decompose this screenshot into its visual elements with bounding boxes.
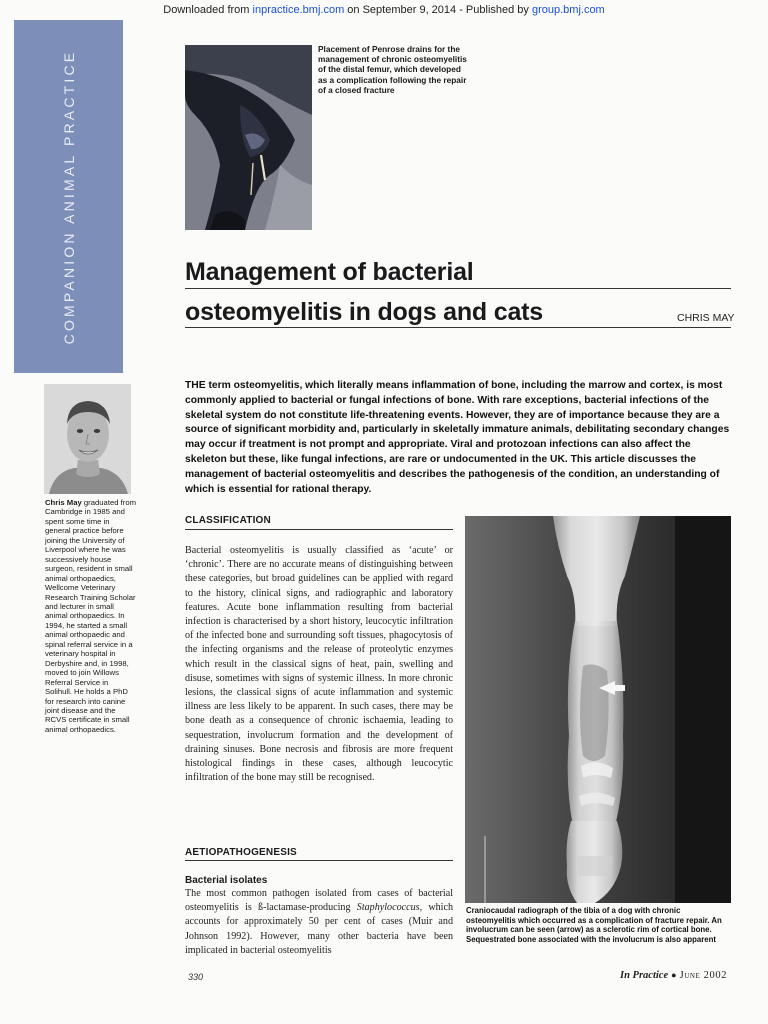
page-number: 330 — [188, 972, 204, 982]
footer-separator: ● — [671, 970, 677, 980]
penrose-drain-photo-image — [185, 45, 312, 230]
tibia-radiograph — [465, 516, 731, 903]
author-bio — [45, 498, 137, 734]
organism-name: Staphylococcus — [356, 902, 420, 914]
aetiopathogenesis-body — [185, 887, 453, 958]
article-title-line-1: Management of bacterial — [185, 258, 474, 286]
classification-heading: CLASSIFICATION — [185, 515, 271, 526]
title-divider-top — [185, 288, 731, 289]
banner-prefix: Downloaded from — [163, 4, 253, 16]
section-side-band — [14, 20, 123, 373]
classification-body: Bacterial osteomyelitis is usually classified as ‘acute’ or ‘chronic’. There are no accurate means of distinguishing between these categories, but broad guidelines can be applied with regard to the history, clinical signs, and radiographic and laboratory features. Acute bone inflammation resulting from bacterial infection is characterised by a short history, leucocytic infiltration of the infected bone and surrounding soft tissues, phagocytosis of the infecting organisms and the release of proteolytic enzymes which result in the classical signs of heat, pain, swelling and disuse, sometimes with signs of systemic illness. In more chronic lesions, the classical signs of acute inflammation and systemic illness are less likely to be apparent. In such cases, there may be bone death as a consequence of chronic ischaemia, leading to sequestration, involucrum formation and the development of draining sinuses. Bone necrosis and fibrosis are more frequent histological findings in these cases, although leucocytic infiltration of the bone may still be recognised. — [185, 545, 453, 784]
penrose-drain-photo — [185, 45, 312, 230]
classification-rule — [185, 529, 453, 530]
author-portrait-image — [44, 384, 131, 494]
journal-name: In Practice — [620, 970, 669, 981]
journal-footer — [620, 970, 727, 981]
top-figure-caption: Placement of Penrose drains for the management of chronic osteomyelitis of the distal femur, which developed as a complication following the repair of a closed fracture — [318, 44, 467, 95]
banner-middle: on September 9, 2014 - Published by — [344, 4, 532, 16]
title-divider-bottom — [185, 327, 731, 328]
author-portrait — [44, 384, 131, 494]
author-byline: CHRIS MAY — [677, 312, 735, 324]
aetio-body-part-1: The most common pathogen isolated from cases of bacterial osteomyelitis is ß-lactamase-producing — [185, 888, 453, 914]
radiograph-caption: Craniocaudal radiograph of the tibia of a dog with chronic osteomyelitis which occurred as a complication of fracture repair. An involucrum can be seen (arrow) as a sclerotic rim of cortical bone. Sequestrated bone associated with the involucrum is also apparent — [466, 906, 722, 944]
article-title-line-2: osteomyelitis in dogs and cats — [185, 298, 543, 326]
aetio-body-part-2: , which accounts for approximately 50 per cent of cases (Muir and Johnson 1992). However, many other bacteria have been implicated in bacterial osteomyelitis — [185, 902, 453, 956]
article-abstract: THE term osteomyelitis, which literally means inflammation of bone, including the marrow and cortex, is most commonly applied to bacterial or fungal infections of bone. With rare exceptions, bacterial infections of the skeletal system do not constitute life-threatening events. However, they are of importance because they are a source of significant morbidity and, particularly in skeletally immature animals, debilitating secondary changes may occur if treatment is not prompt and appropriate. Viral and protozoan infections can also affect the skeleton but these, like fungal infections, are rare or undocumented in the UK. This article discusses the management of bacterial osteomyelitis and describes the pathogenesis of the condition, an understanding of which is essential for rational therapy. — [185, 380, 730, 495]
section-label: COMPANION ANIMAL PRACTICE — [60, 49, 77, 344]
download-banner — [0, 4, 768, 16]
bacterial-isolates-subheading: Bacterial isolates — [185, 875, 268, 886]
author-bio-text: graduated from Cambridge in 1985 and spent some time in general practice before joining the University of Liverpool where he was successively house surgeon, resident in small animal orthopaedics, Wellcome Veterinary Research Training Scholar and lecturer in small animal orthopaedics. In 1994, he started a small animal orthopaedic and spinal referral service in a veterinary hospital in Derbyshire and, in 1998, moved to join Willows Referral Service in Solihull. He holds a PhD for research into canine joint disease and the RCVS certificate in small animal orthopaedics. — [45, 498, 137, 734]
issue-date: June 2002 — [679, 970, 728, 981]
banner-site-link[interactable]: inpractice.bmj.com — [252, 4, 345, 16]
tibia-radiograph-image — [465, 516, 731, 903]
banner-publisher-link[interactable]: group.bmj.com — [531, 4, 605, 16]
aetiopathogenesis-rule — [185, 860, 453, 861]
author-bio-name: Chris May — [45, 498, 82, 507]
aetiopathogenesis-heading: AETIOPATHOGENESIS — [185, 847, 297, 858]
